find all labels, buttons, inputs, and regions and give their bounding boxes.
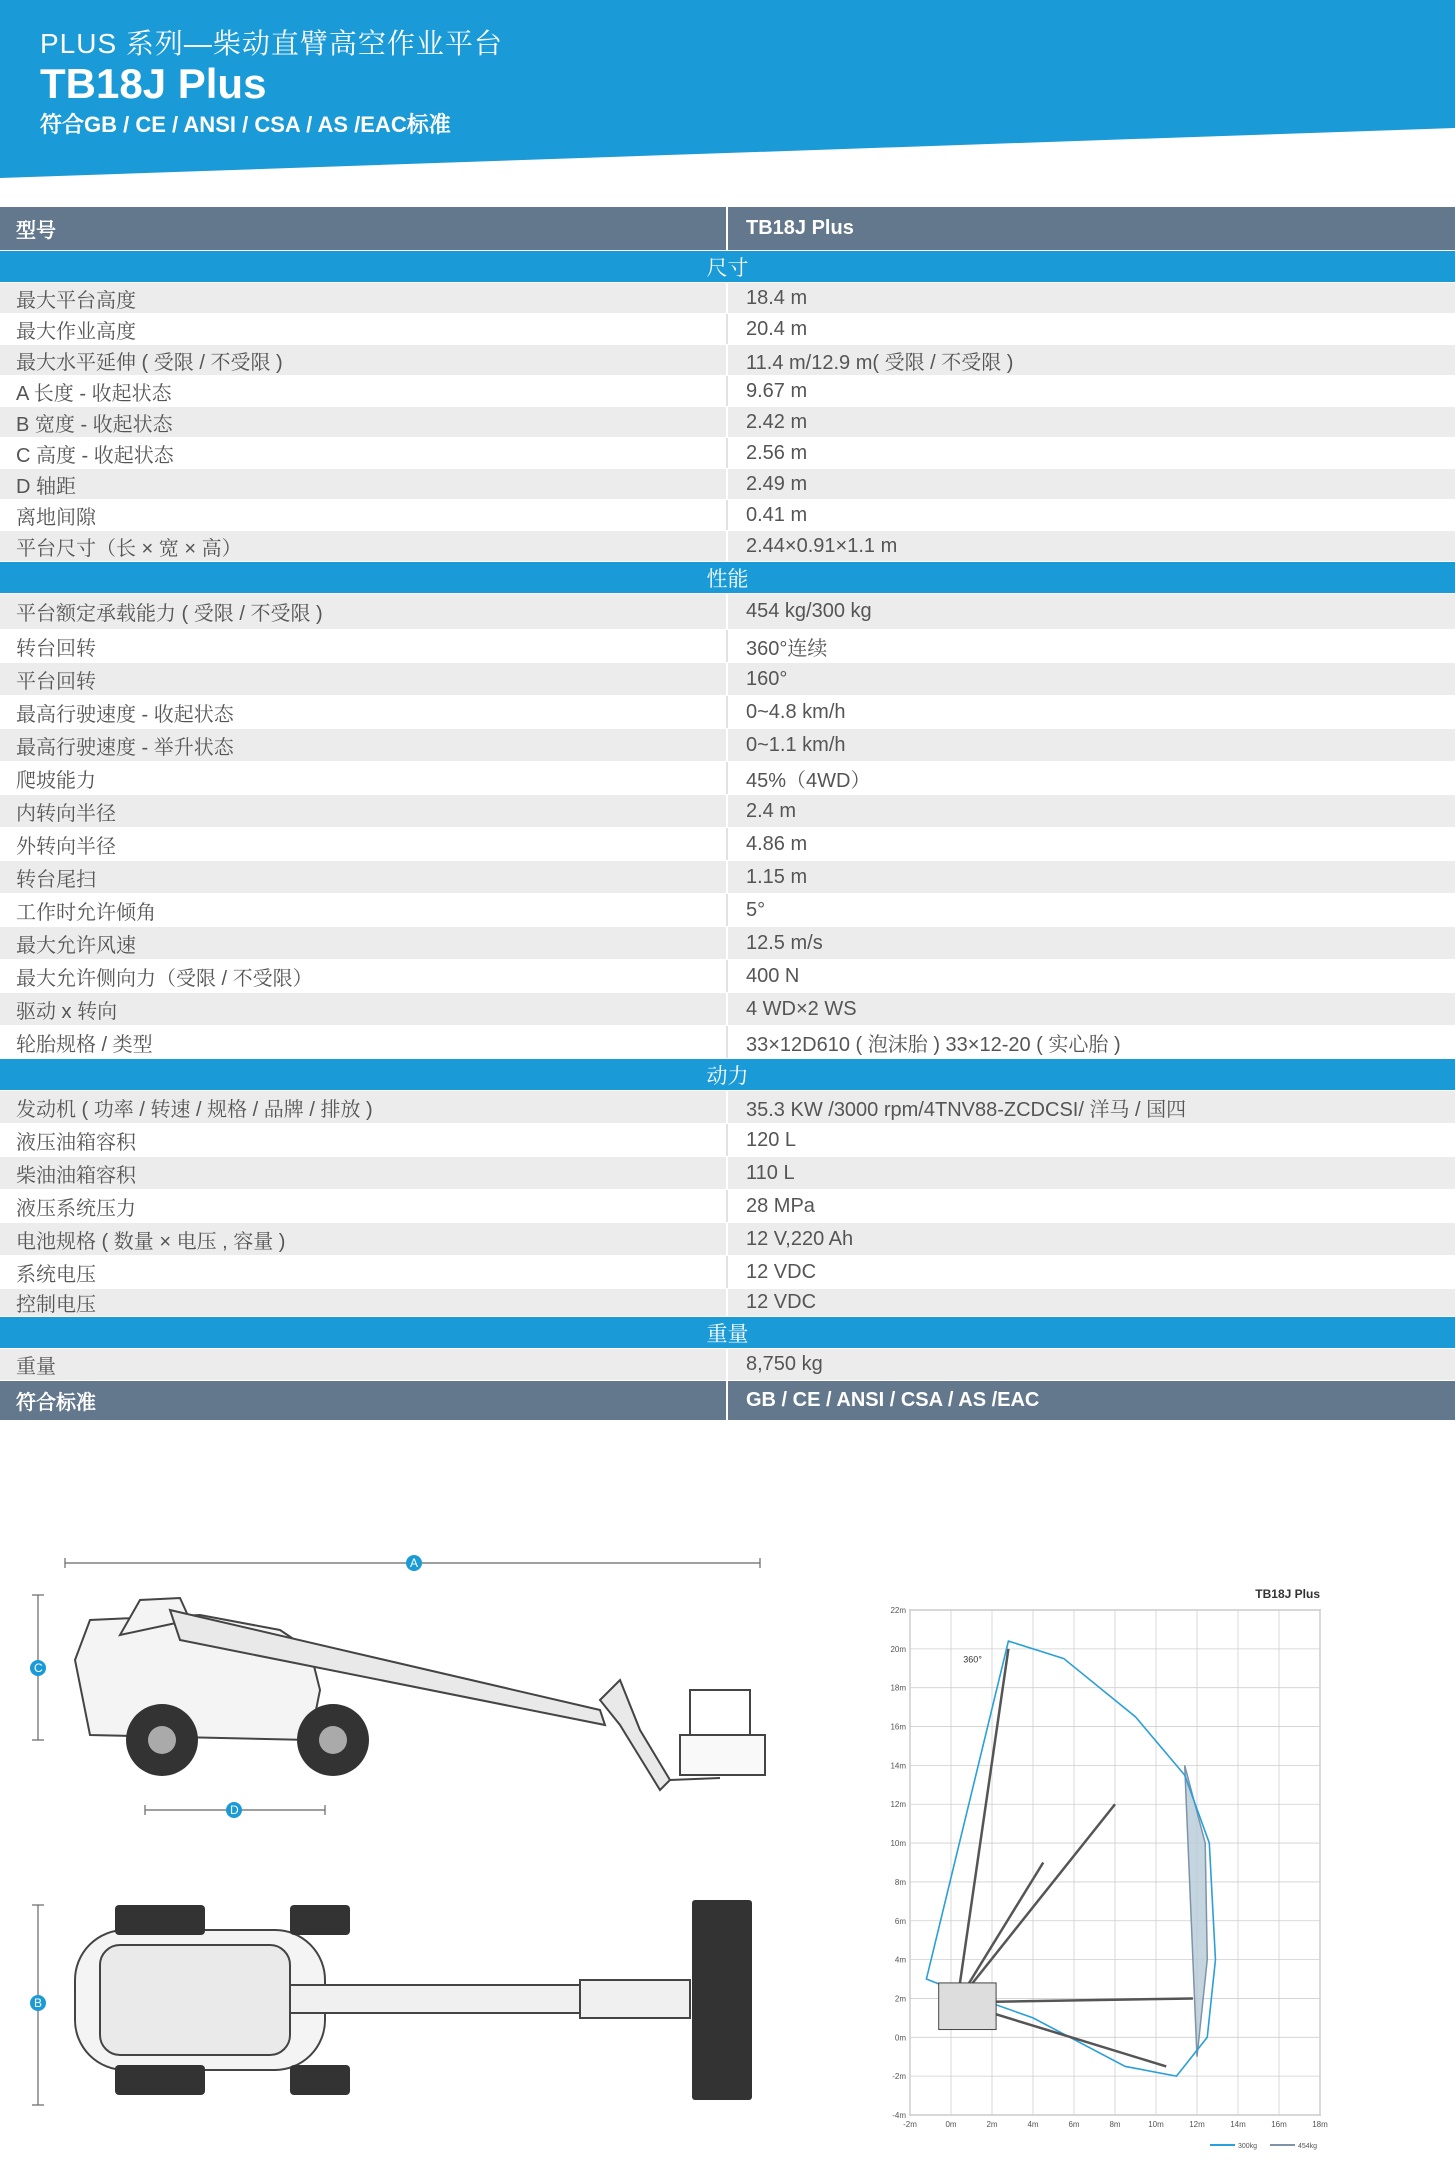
table-row [0,531,1455,562]
spec-value: 12 V,220 Ah [746,1227,854,1250]
svg-text:D: D [230,1803,239,1817]
product-title: TB18J Plus [40,60,267,107]
spec-label: 最大平台高度 [0,283,728,313]
section-header: 性能 [0,562,1455,594]
table-row [0,1190,1455,1223]
spec-value: 12 VDC [746,1260,817,1283]
spec-value: 12.5 m/s [746,931,823,954]
table-row [0,663,1455,696]
legend-label: 300kg [1238,2143,1258,2150]
machine-top-outline [75,1930,690,2070]
dimension-marker-d [226,1802,242,1818]
spec-label: 最大允许风速 [0,927,728,959]
table-header-row [0,207,1455,251]
spec-value: 4.86 m [746,832,808,855]
spec-label: 最大允许侧向力（受限 / 不受限） [0,960,728,992]
top-view-drawing [20,1890,800,2140]
spec-value: 454 kg/300 kg [746,600,872,622]
table-row [0,469,1455,500]
x-tick-label: 2m [986,2120,998,2129]
section-header: 尺寸 [0,251,1455,283]
x-tick-label: 6m [1068,2120,1080,2129]
spec-value: 0.41 m [746,503,808,526]
y-tick-label: 10m [890,1839,906,1849]
table-row [0,345,1455,376]
series-subtitle: PLUS 系列—柴动直臂高空作业平台 [40,28,503,59]
table-row [0,762,1455,795]
spec-label: 轮胎规格 / 类型 [0,1026,728,1058]
table-row [0,1349,1455,1381]
table-row [0,500,1455,531]
section-header: 动力 [0,1059,1455,1091]
table-row [0,376,1455,407]
rotation-label: 360° [963,1654,982,1665]
table-row [0,1223,1455,1256]
spec-label: 平台额定承载能力 ( 受限 / 不受限 ) [0,594,728,629]
x-tick-label: 16m [1271,2120,1287,2129]
y-tick-label: 8m [894,1877,906,1887]
x-tick-label: 8m [1109,2120,1121,2129]
svg-text:C: C [34,1661,43,1675]
side-view-drawing [20,1540,800,1870]
spec-label: 最高行驶速度 - 收起状态 [0,696,728,728]
table-row [0,993,1455,1026]
spec-value: 120 L [746,1128,797,1151]
dimension-marker-c [30,1660,46,1676]
spec-label: A 长度 - 收起状态 [0,376,728,406]
spec-value: 18.4 m [746,286,808,309]
spec-label: 驱动 x 转向 [0,993,728,1025]
table-row [0,630,1455,663]
spec-label: 柴油油箱容积 [0,1157,728,1189]
model-value: TB18J Plus [746,217,854,239]
table-sections [0,251,1455,1381]
diagram-area [0,1540,1455,2150]
standards-row [0,1381,1455,1421]
spec-label: 工作时允许倾角 [0,894,728,926]
spec-label: D 轴距 [0,469,728,499]
table-row [0,407,1455,438]
spec-value: 45%（4WD） [746,769,871,792]
dimension-marker-b [30,1995,46,2011]
spec-value: 28 MPa [746,1194,815,1217]
table-row [0,894,1455,927]
y-tick-label: 20m [890,1644,906,1654]
table-row [0,729,1455,762]
standards-value: GB / CE / ANSI / CSA / AS /EAC [746,1389,1040,1411]
spec-value: 33×12D610 ( 泡沫胎 ) 33×12-20 ( 实心胎 ) [746,1033,1121,1056]
chart-title: TB18J Plus [1255,1587,1320,1601]
svg-text:B: B [34,1996,43,2010]
spec-label: 转台回转 [0,630,728,662]
y-tick-label: 16m [890,1722,906,1732]
model-label: 型号 [0,207,728,250]
spec-value: 4 WD×2 WS [746,997,857,1020]
spec-value: 2.44×0.91×1.1 m [746,534,898,557]
y-tick-label: 14m [890,1761,906,1771]
spec-label: 离地间隙 [0,500,728,530]
spec-value: 5° [746,898,766,921]
y-tick-label: 2m [894,1994,906,2004]
spec-label: 重量 [0,1349,728,1380]
table-row [0,314,1455,345]
x-tick-label: 10m [1148,2120,1164,2129]
standards-label: 符合标准 [0,1381,728,1420]
spec-label: 电池规格 ( 数量 × 电压 , 容量 ) [0,1223,728,1255]
spec-value: 0~4.8 km/h [746,700,846,723]
spec-label: 最高行驶速度 - 举升状态 [0,729,728,761]
spec-label: 外转向半径 [0,828,728,860]
spec-label: 平台回转 [0,663,728,695]
spec-value: 400 N [746,964,800,987]
table-row [0,861,1455,894]
spec-label: 液压系统压力 [0,1190,728,1222]
y-tick-label: 18m [890,1683,906,1693]
table-row [0,1124,1455,1157]
spec-value: 2.4 m [746,799,797,822]
spec-label: 液压油箱容积 [0,1124,728,1156]
table-row [0,594,1455,630]
table-row [0,828,1455,861]
standards-line: 符合GB / CE / ANSI / CSA / AS /EAC标准 [40,112,451,137]
spec-label: C 高度 - 收起状态 [0,438,728,468]
y-tick-label: 4m [894,1955,906,1965]
spec-value: 11.4 m/12.9 m( 受限 / 不受限 ) [746,351,1014,374]
section-header: 重量 [0,1317,1455,1349]
x-tick-label: 4m [1027,2120,1039,2129]
svg-text:A: A [410,1556,419,1570]
table-row [0,1026,1455,1059]
table-row [0,1289,1455,1317]
table-row [0,696,1455,729]
spec-value: 2.42 m [746,410,808,433]
spec-value: 2.49 m [746,472,808,495]
y-tick-label: -4m [892,2111,906,2120]
spec-value: 360°连续 [746,637,828,660]
y-tick-label: -2m [892,2072,906,2082]
spec-value: 8,750 kg [746,1353,823,1375]
spec-value: 35.3 KW /3000 rpm/4TNV88-ZCDCSI/ 洋马 / 国四 [746,1098,1187,1121]
spec-table [0,207,1455,1421]
spec-label: 内转向半径 [0,795,728,827]
spec-value: 0~1.1 km/h [746,733,846,756]
y-tick-label: 6m [894,1916,906,1926]
x-tick-label: 14m [1230,2120,1246,2129]
x-tick-label: 18m [1312,2120,1328,2129]
spec-value: 9.67 m [746,379,808,402]
spec-value: 1.15 m [746,865,808,888]
x-tick-label: -2m [903,2120,917,2129]
spec-label: 系统电压 [0,1256,728,1288]
table-row [0,960,1455,993]
spec-value: 110 L [746,1161,795,1184]
spec-value: 12 VDC [746,1291,817,1313]
spec-label: 最大作业高度 [0,314,728,344]
table-row [0,438,1455,469]
spec-label: 最大水平延伸 ( 受限 / 不受限 ) [0,345,728,375]
table-row [0,927,1455,960]
spec-label: 爬坡能力 [0,762,728,794]
spec-label: 控制电压 [0,1289,728,1316]
spec-label: B 宽度 - 收起状态 [0,407,728,437]
spec-label: 发动机 ( 功率 / 转速 / 规格 / 品牌 / 排放 ) [0,1091,728,1123]
table-row [0,795,1455,828]
work-envelope-chart [880,1560,1335,2150]
spec-label: 转台尾扫 [0,861,728,893]
legend-label: 454kg [1298,2143,1318,2150]
spec-value: 160° [746,667,788,690]
x-tick-label: 0m [945,2120,957,2129]
spec-value: 2.56 m [746,441,808,464]
y-tick-label: 0m [894,2033,906,2043]
table-row [0,283,1455,314]
spec-value: 20.4 m [746,317,808,340]
y-tick-label: 22m [890,1606,906,1615]
dimension-marker-a [406,1555,422,1571]
spec-label: 平台尺寸（长 × 宽 × 高） [0,531,728,561]
machine-base-icon [939,1983,996,2030]
table-row [0,1256,1455,1289]
x-tick-label: 12m [1189,2120,1205,2129]
table-row [0,1157,1455,1190]
table-row [0,1091,1455,1124]
header-banner [0,0,1455,180]
y-tick-label: 12m [890,1800,906,1810]
